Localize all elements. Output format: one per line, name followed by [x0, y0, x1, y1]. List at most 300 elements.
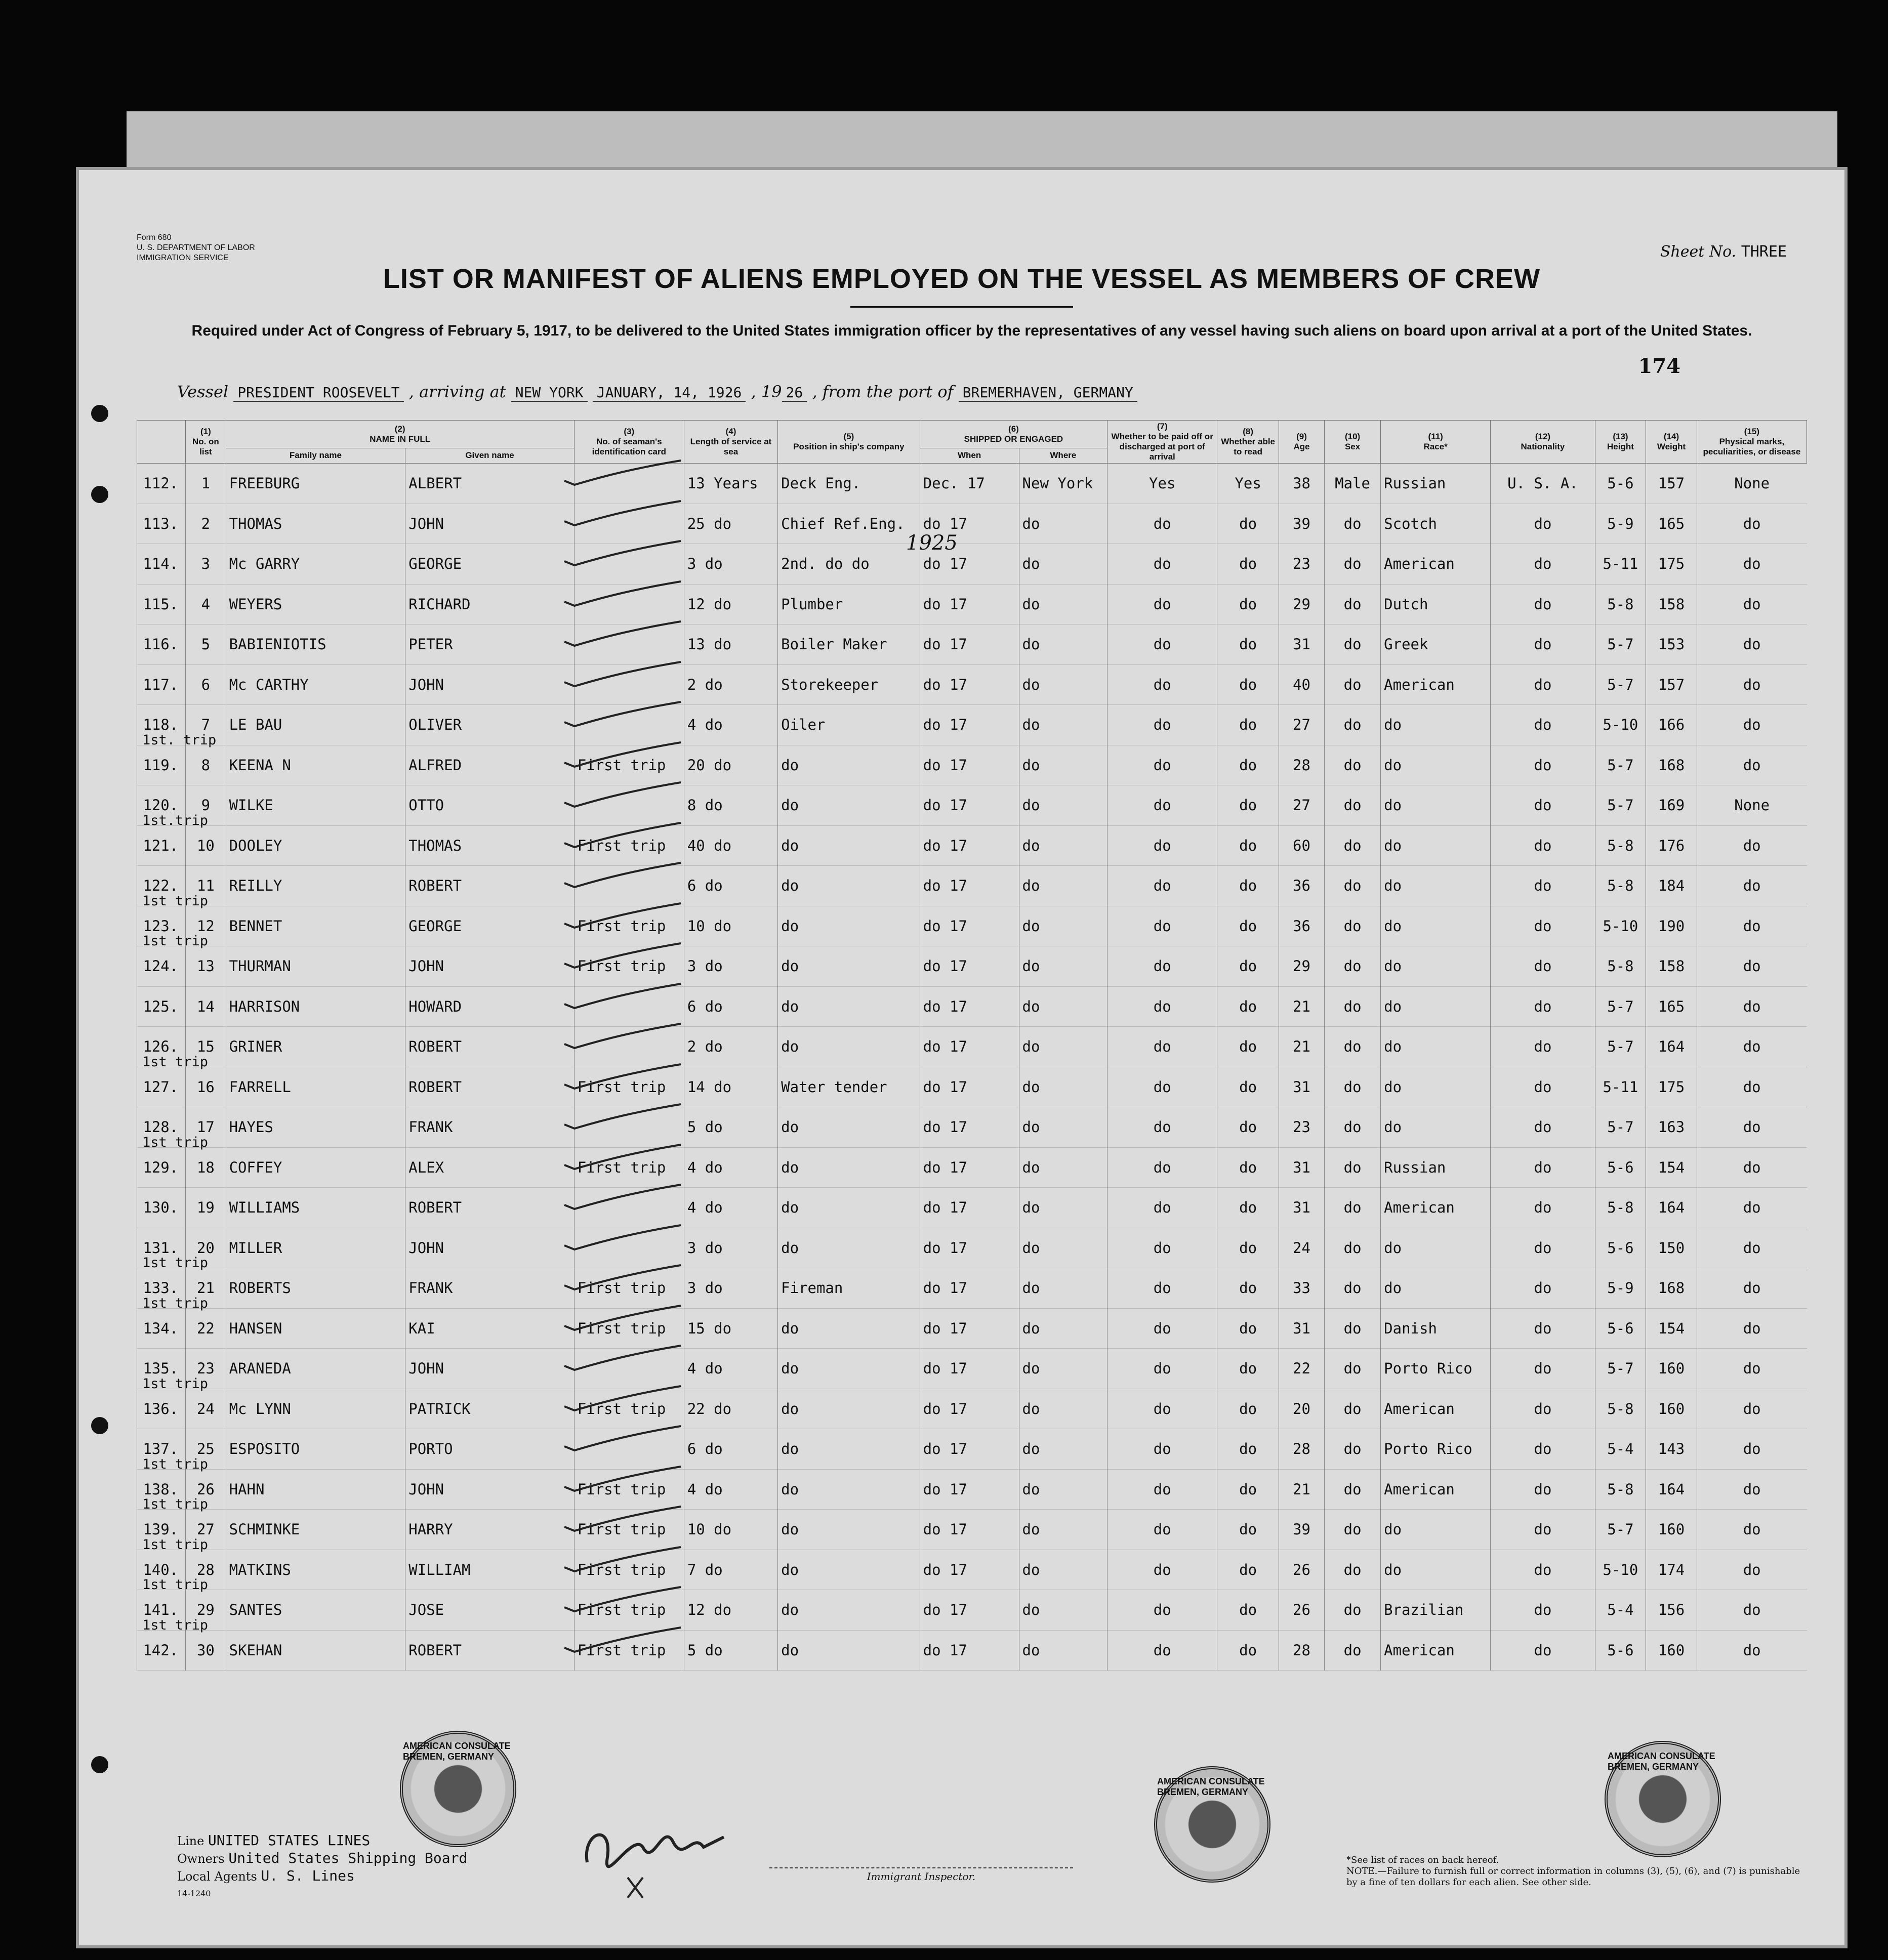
crew-nationality: do — [1491, 544, 1595, 585]
table-row — [137, 1590, 1807, 1631]
crew-given-name: FRANK — [405, 1107, 574, 1148]
crew-able-read: do — [1217, 1147, 1279, 1188]
crew-shipped-when: Dec. 17 — [920, 464, 1019, 504]
crew-shipped-where: do — [1019, 664, 1107, 705]
crew-id-card — [574, 866, 684, 906]
crew-shipped-when: do 17 — [920, 1590, 1019, 1631]
owners-label: Owners — [177, 1852, 225, 1866]
crew-race: American — [1381, 1469, 1491, 1510]
crew-able-read: do — [1217, 785, 1279, 826]
crew-service-length: 4 do — [684, 1188, 777, 1228]
crew-weight: 156 — [1646, 1590, 1697, 1631]
crew-sex: do — [1325, 1308, 1381, 1349]
crew-paid-off: do — [1107, 785, 1217, 826]
crew-shipped-when: do 17 — [920, 866, 1019, 906]
crew-list-number: 23 — [186, 1349, 226, 1389]
crew-able-read: do — [1217, 745, 1279, 785]
crew-family-name: REILLY — [226, 866, 405, 906]
crew-able-read: Yes — [1217, 464, 1279, 504]
crew-shipped-when: do 17 — [920, 1308, 1019, 1349]
crew-position: do — [778, 1469, 920, 1510]
check-mark-icon — [605, 989, 686, 1009]
crew-given-name: ALBERT — [405, 464, 574, 504]
crew-weight: 169 — [1646, 785, 1697, 826]
crew-service-length: 12 do — [684, 1590, 777, 1631]
crew-race: do — [1381, 1027, 1491, 1067]
crew-able-read: do — [1217, 986, 1279, 1027]
col-service — [684, 421, 777, 464]
crew-height: 5-7 — [1595, 986, 1646, 1027]
crew-physical-marks: do — [1697, 1147, 1807, 1188]
crew-family-name: Mc CARTHY — [226, 664, 405, 705]
crew-physical-marks: None — [1697, 464, 1807, 504]
crew-nationality: do — [1491, 664, 1595, 705]
line-number-text: 141. — [143, 1601, 179, 1619]
col-sex — [1325, 421, 1381, 464]
table-row — [137, 1268, 1807, 1309]
check-mark-icon — [605, 1190, 686, 1210]
crew-able-read: do — [1217, 1550, 1279, 1590]
crew-shipped-when: do 17 — [920, 1550, 1019, 1590]
crew-physical-marks: do — [1697, 584, 1807, 624]
crew-shipped-when: do 17 — [920, 584, 1019, 624]
crew-shipped-where: do — [1019, 1188, 1107, 1228]
crew-nationality: do — [1491, 1027, 1595, 1067]
line-number-text: 134. — [143, 1319, 179, 1337]
crew-id-card — [574, 1067, 684, 1107]
crew-sex: do — [1325, 544, 1381, 585]
col-read-num: (8) — [1243, 427, 1254, 436]
table-row — [137, 1308, 1807, 1349]
crew-age: 22 — [1279, 1349, 1325, 1389]
crew-able-read: do — [1217, 584, 1279, 624]
check-mark-icon — [605, 546, 686, 566]
crew-shipped-where: do — [1019, 1389, 1107, 1429]
crew-height: 5-7 — [1595, 624, 1646, 665]
crew-family-name: KEENA N — [226, 745, 405, 785]
table-row — [137, 1349, 1807, 1389]
col-paid-label: Whether to be paid off or discharged at port of arrival — [1111, 432, 1213, 462]
crew-list-number: 6 — [186, 664, 226, 705]
agents-row — [177, 1867, 467, 1885]
crew-id-card — [574, 1147, 684, 1188]
crew-sex: do — [1325, 825, 1381, 866]
crew-physical-marks: do — [1697, 906, 1807, 946]
crew-service-length: 8 do — [684, 785, 777, 826]
crew-shipped-when: do 17 — [920, 785, 1019, 826]
crew-list-number: 19 — [186, 1188, 226, 1228]
check-mark-icon — [605, 1633, 686, 1653]
crew-list-number: 13 — [186, 946, 226, 987]
crew-given-name: GEORGE — [405, 544, 574, 585]
crew-height: 5-6 — [1595, 1630, 1646, 1671]
crew-able-read: do — [1217, 1228, 1279, 1268]
crew-position: Deck Eng. — [778, 464, 920, 504]
crew-weight: 174 — [1646, 1550, 1697, 1590]
crew-nationality: do — [1491, 1228, 1595, 1268]
crew-service-length: 20 do — [684, 745, 777, 785]
crew-position: Water tender — [778, 1067, 920, 1107]
col-nationality-label: Nationality — [1521, 442, 1565, 451]
check-mark-icon — [605, 1351, 686, 1371]
crew-list-number: 26 — [186, 1469, 226, 1510]
crew-nationality: do — [1491, 1590, 1595, 1631]
crew-shipped-where: do — [1019, 1067, 1107, 1107]
crew-id-card — [574, 1469, 684, 1510]
crew-sex: do — [1325, 1147, 1381, 1188]
col-shipped-label: SHIPPED OR ENGAGED — [964, 434, 1063, 444]
crew-position: do — [778, 1429, 920, 1470]
table-row — [137, 866, 1807, 906]
col-service-label: Length of service at sea — [690, 437, 772, 456]
crew-list-number: 1 — [186, 464, 226, 504]
footer-notes — [1346, 1855, 1802, 1888]
check-mark-icon — [605, 587, 686, 607]
crew-position: Plumber — [778, 584, 920, 624]
consulate-seal-stamp: AMERICAN CONSULATE BREMEN, GERMANY — [1154, 1766, 1270, 1883]
crew-given-name: JOSE — [405, 1590, 574, 1631]
crew-age: 27 — [1279, 785, 1325, 826]
crew-service-length: 5 do — [684, 1107, 777, 1148]
crew-shipped-where: do — [1019, 1630, 1107, 1671]
from-port-label: , from the port of — [812, 382, 954, 401]
crew-nationality: do — [1491, 745, 1595, 785]
line-value: UNITED STATES LINES — [208, 1832, 371, 1849]
crew-paid-off: do — [1107, 584, 1217, 624]
col-card-label: No. of seaman's identification card — [592, 437, 667, 456]
crew-able-read: do — [1217, 1308, 1279, 1349]
crew-id-card — [574, 986, 684, 1027]
crew-sex: do — [1325, 1429, 1381, 1470]
line-number-text: 114. — [143, 555, 179, 573]
check-mark-icon — [605, 948, 686, 969]
crew-nationality: do — [1491, 624, 1595, 665]
line-number-text: 135. — [143, 1360, 179, 1378]
crew-able-read: do — [1217, 866, 1279, 906]
id-card-text: First trip — [577, 1601, 666, 1619]
crew-weight: 160 — [1646, 1510, 1697, 1550]
col-name-label: NAME IN FULL — [370, 434, 431, 444]
check-mark-icon — [605, 1391, 686, 1411]
crew-list-number: 5 — [186, 624, 226, 665]
table-row — [137, 1188, 1807, 1228]
crew-family-name: BENNET — [226, 906, 405, 946]
crew-age: 27 — [1279, 705, 1325, 745]
col-sex-label: Sex — [1344, 442, 1361, 451]
crew-sex: do — [1325, 1188, 1381, 1228]
col-where: Where — [1019, 448, 1107, 463]
crew-id-card — [574, 785, 684, 826]
crew-nationality: do — [1491, 1429, 1595, 1470]
crew-family-name: HAHN — [226, 1469, 405, 1510]
crew-paid-off: do — [1107, 1630, 1217, 1671]
crew-given-name: ALFRED — [405, 745, 574, 785]
crew-race: do — [1381, 986, 1491, 1027]
crew-physical-marks: do — [1697, 1429, 1807, 1470]
crew-id-card — [574, 1107, 684, 1148]
crew-race: do — [1381, 785, 1491, 826]
crew-height: 5-8 — [1595, 1389, 1646, 1429]
crew-family-name: ESPOSITO — [226, 1429, 405, 1470]
line-number-text: 117. — [143, 676, 179, 693]
crew-service-length: 3 do — [684, 1268, 777, 1309]
crew-nationality: do — [1491, 1067, 1595, 1107]
crew-shipped-where: do — [1019, 584, 1107, 624]
crew-sex: do — [1325, 624, 1381, 665]
crew-shipped-where: do — [1019, 1308, 1107, 1349]
line-number-text: 116. — [143, 636, 179, 653]
check-mark-icon — [605, 1029, 686, 1049]
crew-shipped-when: do 17 — [920, 1469, 1019, 1510]
crew-able-read: do — [1217, 1429, 1279, 1470]
crew-line-number — [137, 1188, 186, 1228]
col-physical-label: Physical marks, peculiarities, or disease — [1703, 437, 1801, 456]
crew-race: do — [1381, 705, 1491, 745]
crew-race: do — [1381, 1510, 1491, 1550]
crew-family-name: FREEBURG — [226, 464, 405, 504]
id-card-text: First trip — [577, 837, 666, 854]
line-number-text: 138. — [143, 1480, 179, 1498]
line-number-text: 130. — [143, 1199, 179, 1217]
crew-race: do — [1381, 946, 1491, 987]
manifest-sheet — [76, 167, 1848, 1948]
crew-service-length: 6 do — [684, 986, 777, 1027]
crew-position: 2nd. do do — [778, 544, 920, 585]
id-card-text: First trip — [577, 917, 666, 935]
crew-physical-marks: do — [1697, 1027, 1807, 1067]
crew-age: 21 — [1279, 986, 1325, 1027]
fine-note: NOTE.—Failure to furnish full or correct information in columns (3), (5), (6), and (7) is punishable by a fine of ten dollars for each alien. See other side. — [1346, 1866, 1800, 1888]
crew-given-name: ROBERT — [405, 1067, 574, 1107]
check-mark-icon — [605, 627, 686, 647]
crew-given-name: ROBERT — [405, 1188, 574, 1228]
crew-weight: 190 — [1646, 906, 1697, 946]
crew-shipped-where: do — [1019, 1550, 1107, 1590]
crew-able-read: do — [1217, 1188, 1279, 1228]
crew-age: 29 — [1279, 584, 1325, 624]
col-race-label: Race* — [1423, 442, 1448, 451]
crew-able-read: do — [1217, 1389, 1279, 1429]
crew-family-name: HANSEN — [226, 1308, 405, 1349]
crew-list-number: 10 — [186, 825, 226, 866]
crew-paid-off: do — [1107, 1027, 1217, 1067]
crew-id-card — [574, 1188, 684, 1228]
table-row — [137, 1228, 1807, 1268]
crew-shipped-when: do 17 — [920, 705, 1019, 745]
crew-height: 5-10 — [1595, 705, 1646, 745]
crew-line-number — [137, 464, 186, 504]
crew-physical-marks: do — [1697, 1228, 1807, 1268]
table-row — [137, 785, 1807, 826]
crew-family-name: SCHMINKE — [226, 1510, 405, 1550]
crew-able-read: do — [1217, 946, 1279, 987]
crew-list-number: 15 — [186, 1027, 226, 1067]
table-row — [137, 624, 1807, 665]
crew-id-card — [574, 906, 684, 946]
crew-given-name: JOHN — [405, 1349, 574, 1389]
col-paid-num: (7) — [1157, 422, 1168, 431]
crew-family-name: FARRELL — [226, 1067, 405, 1107]
col-position — [778, 421, 920, 464]
crew-physical-marks: do — [1697, 705, 1807, 745]
crew-nationality: do — [1491, 825, 1595, 866]
crew-physical-marks: do — [1697, 1590, 1807, 1631]
crew-service-length: 4 do — [684, 1147, 777, 1188]
crew-line-number — [137, 664, 186, 705]
crew-weight: 164 — [1646, 1469, 1697, 1510]
crew-shipped-where: do — [1019, 504, 1107, 544]
crew-able-read: do — [1217, 1630, 1279, 1671]
crew-position: do — [778, 866, 920, 906]
first-trip-note: 1st trip — [142, 1295, 209, 1311]
crew-paid-off: do — [1107, 664, 1217, 705]
crew-shipped-where: do — [1019, 785, 1107, 826]
crew-physical-marks: do — [1697, 1188, 1807, 1228]
crew-line-number — [137, 624, 186, 665]
crew-given-name: JOHN — [405, 1469, 574, 1510]
crew-physical-marks: do — [1697, 986, 1807, 1027]
crew-family-name: THURMAN — [226, 946, 405, 987]
crew-paid-off: do — [1107, 1510, 1217, 1550]
crew-height: 5-6 — [1595, 1228, 1646, 1268]
form-code: 14-1240 — [177, 1889, 211, 1898]
crew-id-card — [574, 664, 684, 705]
crew-nationality: do — [1491, 1107, 1595, 1148]
col-sex-num: (10) — [1344, 432, 1361, 441]
crew-age: 28 — [1279, 745, 1325, 785]
check-mark-icon — [605, 1109, 686, 1130]
sheet-number-value: THREE — [1741, 243, 1787, 261]
crew-able-read: do — [1217, 624, 1279, 665]
crew-physical-marks: do — [1697, 745, 1807, 785]
line-number-text: 124. — [143, 957, 179, 975]
crew-list-number: 12 — [186, 906, 226, 946]
first-trip-note: 1st trip — [142, 1536, 209, 1553]
crew-id-card — [574, 1027, 684, 1067]
crew-line-number — [137, 732, 217, 785]
crew-able-read: do — [1217, 504, 1279, 544]
table-row — [137, 1630, 1807, 1671]
crew-position: do — [778, 1107, 920, 1148]
crew-shipped-where: do — [1019, 1590, 1107, 1631]
col-race-num: (11) — [1428, 432, 1443, 441]
crew-nationality: do — [1491, 1268, 1595, 1309]
id-card-text: First trip — [577, 1078, 666, 1096]
crew-position: do — [778, 986, 920, 1027]
crew-race: American — [1381, 664, 1491, 705]
crew-weight: 160 — [1646, 1389, 1697, 1429]
col-read-label: Whether able to read — [1221, 437, 1276, 456]
crew-given-name: JOHN — [405, 946, 574, 987]
table-row — [137, 1389, 1807, 1429]
crew-paid-off: do — [1107, 866, 1217, 906]
crew-family-name: THOMAS — [226, 504, 405, 544]
crew-physical-marks: do — [1697, 1510, 1807, 1550]
races-note: *See list of races on back hereof. — [1346, 1855, 1499, 1865]
crew-sex: do — [1325, 584, 1381, 624]
check-mark-icon — [605, 1270, 686, 1290]
crew-race: do — [1381, 1107, 1491, 1148]
crew-race: Danish — [1381, 1308, 1491, 1349]
col-height — [1595, 421, 1646, 464]
crew-race: American — [1381, 1389, 1491, 1429]
ledger-edge — [127, 111, 1837, 172]
first-trip-note: 1st trip — [142, 1617, 209, 1633]
crew-physical-marks: do — [1697, 1630, 1807, 1671]
crew-shipped-where: do — [1019, 1469, 1107, 1510]
first-trip-note: 1st. trip — [142, 732, 217, 748]
crew-race: Russian — [1381, 464, 1491, 504]
crew-given-name: GEORGE — [405, 906, 574, 946]
crew-service-length: 2 do — [684, 664, 777, 705]
crew-family-name: HAYES — [226, 1107, 405, 1148]
crew-physical-marks: do — [1697, 1067, 1807, 1107]
crew-physical-marks: do — [1697, 624, 1807, 665]
crew-id-card — [574, 544, 684, 585]
col-no-num: (1) — [200, 427, 211, 436]
crew-shipped-when: do 17 — [920, 544, 1019, 585]
crew-nationality: U. S. A. — [1491, 464, 1595, 504]
first-trip-note: 1st trip — [142, 1577, 209, 1593]
crew-weight: 154 — [1646, 1147, 1697, 1188]
crew-nationality: do — [1491, 504, 1595, 544]
inspector-label: Immigrant Inspector. — [769, 1867, 1073, 1883]
crew-family-name: MATKINS — [226, 1550, 405, 1590]
crew-list-number: 14 — [186, 986, 226, 1027]
crew-position: do — [778, 1550, 920, 1590]
crew-sex: do — [1325, 705, 1381, 745]
crew-sex: do — [1325, 1590, 1381, 1631]
crew-weight: 164 — [1646, 1027, 1697, 1067]
crew-given-name: RICHARD — [405, 584, 574, 624]
crew-list-number: 11 — [186, 866, 226, 906]
crew-weight: 175 — [1646, 544, 1697, 585]
crew-nationality: do — [1491, 906, 1595, 946]
crew-position: do — [778, 745, 920, 785]
crew-paid-off: do — [1107, 1268, 1217, 1309]
crew-shipped-when: do 17 — [920, 946, 1019, 987]
crew-paid-off: do — [1107, 1107, 1217, 1148]
crew-list-number: 16 — [186, 1067, 226, 1107]
col-read — [1217, 421, 1279, 464]
crew-weight: 143 — [1646, 1429, 1697, 1470]
line-number-text: 126. — [143, 1038, 179, 1056]
crew-family-name: SKEHAN — [226, 1630, 405, 1671]
crew-weight: 164 — [1646, 1188, 1697, 1228]
crew-given-name: ALEX — [405, 1147, 574, 1188]
crew-shipped-when: do 17 — [920, 624, 1019, 665]
crew-sex: do — [1325, 1027, 1381, 1067]
crew-able-read: do — [1217, 1590, 1279, 1631]
crew-race: American — [1381, 544, 1491, 585]
table-row — [137, 1067, 1807, 1107]
table-row — [137, 504, 1807, 544]
crew-family-name: MILLER — [226, 1228, 405, 1268]
crew-id-card — [574, 1510, 684, 1550]
voyage-line — [177, 382, 1772, 401]
crew-line-number — [137, 504, 186, 544]
crew-sex: do — [1325, 906, 1381, 946]
crew-given-name: WILLIAM — [405, 1550, 574, 1590]
crew-table-header — [137, 421, 1807, 464]
crew-shipped-when: do 17 — [920, 1630, 1019, 1671]
crew-paid-off: do — [1107, 1067, 1217, 1107]
crew-id-card — [574, 504, 684, 544]
crew-service-length: 2 do — [684, 1027, 777, 1067]
crew-service-length: 6 do — [684, 866, 777, 906]
crew-paid-off: do — [1107, 1188, 1217, 1228]
col-card-num: (3) — [624, 427, 635, 436]
